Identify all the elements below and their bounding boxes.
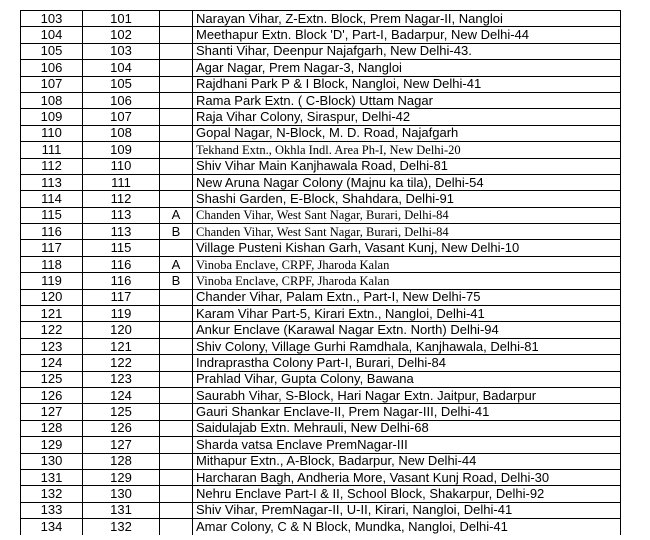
- colony-name-cell: Shiv Vihar Main Kanjhawala Road, Delhi-81: [193, 158, 621, 174]
- colony-name-cell: Shashi Garden, E-Block, Shahdara, Delhi-91: [193, 191, 621, 207]
- colony-name-cell: Shiv Vihar, PremNagar-II, U-II, Kirari, Nangloi, Delhi-41: [193, 502, 621, 518]
- colony-code-cell: 109: [83, 142, 160, 158]
- suffix-cell: [160, 191, 193, 207]
- colony-code-cell: 101: [83, 11, 160, 27]
- colony-name-cell: Ankur Enclave (Karawal Nagar Extn. North) Delhi-94: [193, 322, 621, 338]
- serial-number-cell: 112: [21, 158, 83, 174]
- table-row: [21, 437, 621, 453]
- table-row: [21, 92, 621, 108]
- colony-table-body: [21, 11, 621, 535]
- colony-code-cell: 119: [83, 306, 160, 322]
- suffix-cell: [160, 322, 193, 338]
- serial-number-cell: 128: [21, 420, 83, 436]
- serial-number-cell: 109: [21, 109, 83, 125]
- serial-number-cell: 117: [21, 240, 83, 256]
- suffix-cell: [160, 355, 193, 371]
- suffix-cell: [160, 43, 193, 59]
- table-row: [21, 256, 621, 272]
- table-row: [21, 469, 621, 485]
- colony-name-cell: Shanti Vihar, Deenpur Najafgarh, New Delhi-43.: [193, 43, 621, 59]
- table-row: [21, 273, 621, 289]
- colony-name-cell: Sharda vatsa Enclave PremNagar-III: [193, 437, 621, 453]
- suffix-cell: [160, 142, 193, 158]
- colony-name-cell: Amar Colony, C & N Block, Mundka, Nangloi, Delhi-41: [193, 519, 621, 535]
- suffix-cell: A: [160, 256, 193, 272]
- colony-name-cell: Gauri Shankar Enclave-II, Prem Nagar-III, Delhi-41: [193, 404, 621, 420]
- table-row: [21, 371, 621, 387]
- colony-code-cell: 129: [83, 469, 160, 485]
- table-row: [21, 502, 621, 518]
- serial-number-cell: 121: [21, 306, 83, 322]
- colony-code-cell: 110: [83, 158, 160, 174]
- colony-name-cell: Saidulajab Extn. Mehrauli, New Delhi-68: [193, 420, 621, 436]
- table-row: [21, 420, 621, 436]
- table-row: [21, 519, 621, 535]
- serial-number-cell: 129: [21, 437, 83, 453]
- colony-name-cell: Prahlad Vihar, Gupta Colony, Bawana: [193, 371, 621, 387]
- serial-number-cell: 120: [21, 289, 83, 305]
- suffix-cell: [160, 371, 193, 387]
- colony-code-cell: 113: [83, 207, 160, 223]
- colony-code-cell: 108: [83, 125, 160, 141]
- suffix-cell: [160, 404, 193, 420]
- serial-number-cell: 119: [21, 273, 83, 289]
- suffix-cell: [160, 486, 193, 502]
- table-row: [21, 322, 621, 338]
- table-row: [21, 404, 621, 420]
- colony-code-cell: 124: [83, 387, 160, 403]
- table-row: [21, 27, 621, 43]
- serial-number-cell: 107: [21, 76, 83, 92]
- suffix-cell: [160, 174, 193, 190]
- serial-number-cell: 123: [21, 338, 83, 354]
- suffix-cell: B: [160, 273, 193, 289]
- table-row: [21, 355, 621, 371]
- table-row: [21, 76, 621, 92]
- serial-number-cell: 127: [21, 404, 83, 420]
- colony-code-cell: 106: [83, 92, 160, 108]
- serial-number-cell: 126: [21, 387, 83, 403]
- suffix-cell: [160, 27, 193, 43]
- colony-code-cell: 127: [83, 437, 160, 453]
- colony-code-cell: 116: [83, 273, 160, 289]
- table-row: [21, 60, 621, 76]
- table-row: [21, 174, 621, 190]
- colony-code-cell: 121: [83, 338, 160, 354]
- colony-code-cell: 123: [83, 371, 160, 387]
- suffix-cell: [160, 306, 193, 322]
- colony-name-cell: Chanden Vihar, West Sant Nagar, Burari, Delhi-84: [193, 207, 621, 223]
- table-row: [21, 125, 621, 141]
- serial-number-cell: 106: [21, 60, 83, 76]
- colony-code-cell: 131: [83, 502, 160, 518]
- colony-name-cell: Agar Nagar, Prem Nagar-3, Nangloi: [193, 60, 621, 76]
- serial-number-cell: 118: [21, 256, 83, 272]
- colony-name-cell: Vinoba Enclave, CRPF, Jharoda Kalan: [193, 273, 621, 289]
- colony-code-cell: 105: [83, 76, 160, 92]
- suffix-cell: [160, 109, 193, 125]
- table-row: [21, 224, 621, 240]
- suffix-cell: B: [160, 224, 193, 240]
- table-row: [21, 142, 621, 158]
- suffix-cell: [160, 420, 193, 436]
- serial-number-cell: 103: [21, 11, 83, 27]
- serial-number-cell: 113: [21, 174, 83, 190]
- table-row: [21, 43, 621, 59]
- table-row: [21, 158, 621, 174]
- serial-number-cell: 108: [21, 92, 83, 108]
- colony-name-cell: Karam Vihar Part-5, Kirari Extn., Nangloi, Delhi-41: [193, 306, 621, 322]
- colony-name-cell: Meethapur Extn. Block 'D', Part-I, Badarpur, New Delhi-44: [193, 27, 621, 43]
- table-row: [21, 306, 621, 322]
- suffix-cell: [160, 502, 193, 518]
- serial-number-cell: 115: [21, 207, 83, 223]
- colony-code-cell: 116: [83, 256, 160, 272]
- colony-name-cell: Vinoba Enclave, CRPF, Jharoda Kalan: [193, 256, 621, 272]
- colony-code-cell: 104: [83, 60, 160, 76]
- colony-name-cell: Chanden Vihar, West Sant Nagar, Burari, Delhi-84: [193, 224, 621, 240]
- suffix-cell: [160, 76, 193, 92]
- colony-name-cell: Indraprastha Colony Part-I, Burari, Delhi-84: [193, 355, 621, 371]
- serial-number-cell: 134: [21, 519, 83, 535]
- serial-number-cell: 125: [21, 371, 83, 387]
- suffix-cell: [160, 60, 193, 76]
- serial-number-cell: 124: [21, 355, 83, 371]
- colony-name-cell: Village Pusteni Kishan Garh, Vasant Kunj, New Delhi-10: [193, 240, 621, 256]
- suffix-cell: [160, 158, 193, 174]
- colony-name-cell: New Aruna Nagar Colony (Majnu ka tila), Delhi-54: [193, 174, 621, 190]
- colony-name-cell: Raja Vihar Colony, Siraspur, Delhi-42: [193, 109, 621, 125]
- suffix-cell: [160, 437, 193, 453]
- suffix-cell: [160, 338, 193, 354]
- colony-code-cell: 130: [83, 486, 160, 502]
- suffix-cell: [160, 519, 193, 535]
- colony-code-cell: 103: [83, 43, 160, 59]
- colony-name-cell: Shiv Colony, Village Gurhi Ramdhala, Kanjhawala, Delhi-81: [193, 338, 621, 354]
- suffix-cell: [160, 92, 193, 108]
- colony-code-cell: 120: [83, 322, 160, 338]
- colony-name-cell: Chander Vihar, Palam Extn., Part-I, New Delhi-75: [193, 289, 621, 305]
- table-row: [21, 486, 621, 502]
- colony-code-cell: 107: [83, 109, 160, 125]
- colony-name-cell: Rama Park Extn. ( C-Block) Uttam Nagar: [193, 92, 621, 108]
- table-row: [21, 207, 621, 223]
- serial-number-cell: 116: [21, 224, 83, 240]
- table-row: [21, 338, 621, 354]
- colony-code-cell: 128: [83, 453, 160, 469]
- suffix-cell: [160, 125, 193, 141]
- serial-number-cell: 122: [21, 322, 83, 338]
- suffix-cell: [160, 387, 193, 403]
- serial-number-cell: 105: [21, 43, 83, 59]
- colony-code-cell: 112: [83, 191, 160, 207]
- colony-code-cell: 122: [83, 355, 160, 371]
- colony-code-cell: 117: [83, 289, 160, 305]
- suffix-cell: [160, 11, 193, 27]
- table-row: [21, 453, 621, 469]
- colony-code-cell: 125: [83, 404, 160, 420]
- colony-code-cell: 113: [83, 224, 160, 240]
- serial-number-cell: 131: [21, 469, 83, 485]
- suffix-cell: [160, 289, 193, 305]
- colony-name-cell: Rajdhani Park P & I Block, Nangloi, New Delhi-41: [193, 76, 621, 92]
- table-row: [21, 191, 621, 207]
- serial-number-cell: 114: [21, 191, 83, 207]
- colony-name-cell: Narayan Vihar, Z-Extn. Block, Prem Nagar-II, Nangloi: [193, 11, 621, 27]
- colony-name-cell: Mithapur Extn., A-Block, Badarpur, New Delhi-44: [193, 453, 621, 469]
- colony-code-cell: 132: [83, 519, 160, 535]
- colony-name-cell: Tekhand Extn., Okhla Indl. Area Ph-I, New Delhi-20: [193, 142, 621, 158]
- colony-table: [20, 10, 621, 535]
- serial-number-cell: 133: [21, 502, 83, 518]
- colony-name-cell: Saurabh Vihar, S-Block, Hari Nagar Extn. Jaitpur, Badarpur: [193, 387, 621, 403]
- table-row: [21, 387, 621, 403]
- colony-name-cell: Nehru Enclave Part-I & II, School Block, Shakarpur, Delhi-92: [193, 486, 621, 502]
- serial-number-cell: 132: [21, 486, 83, 502]
- suffix-cell: [160, 240, 193, 256]
- table-row: [21, 11, 621, 27]
- suffix-cell: [160, 469, 193, 485]
- colony-name-cell: Harcharan Bagh, Andheria More, Vasant Kunj Road, Delhi-30: [193, 469, 621, 485]
- suffix-cell: [160, 453, 193, 469]
- table-row: [21, 109, 621, 125]
- serial-number-cell: 130: [21, 453, 83, 469]
- table-row: [21, 289, 621, 305]
- colony-code-cell: 102: [83, 27, 160, 43]
- colony-name-cell: Gopal Nagar, N-Block, M. D. Road, Najafgarh: [193, 125, 621, 141]
- colony-code-cell: 111: [83, 174, 160, 190]
- serial-number-cell: 110: [21, 125, 83, 141]
- table-row: [21, 240, 621, 256]
- serial-number-cell: 104: [21, 27, 83, 43]
- colony-code-cell: 126: [83, 420, 160, 436]
- suffix-cell: A: [160, 207, 193, 223]
- colony-code-cell: 115: [83, 240, 160, 256]
- serial-number-cell: 111: [21, 142, 83, 158]
